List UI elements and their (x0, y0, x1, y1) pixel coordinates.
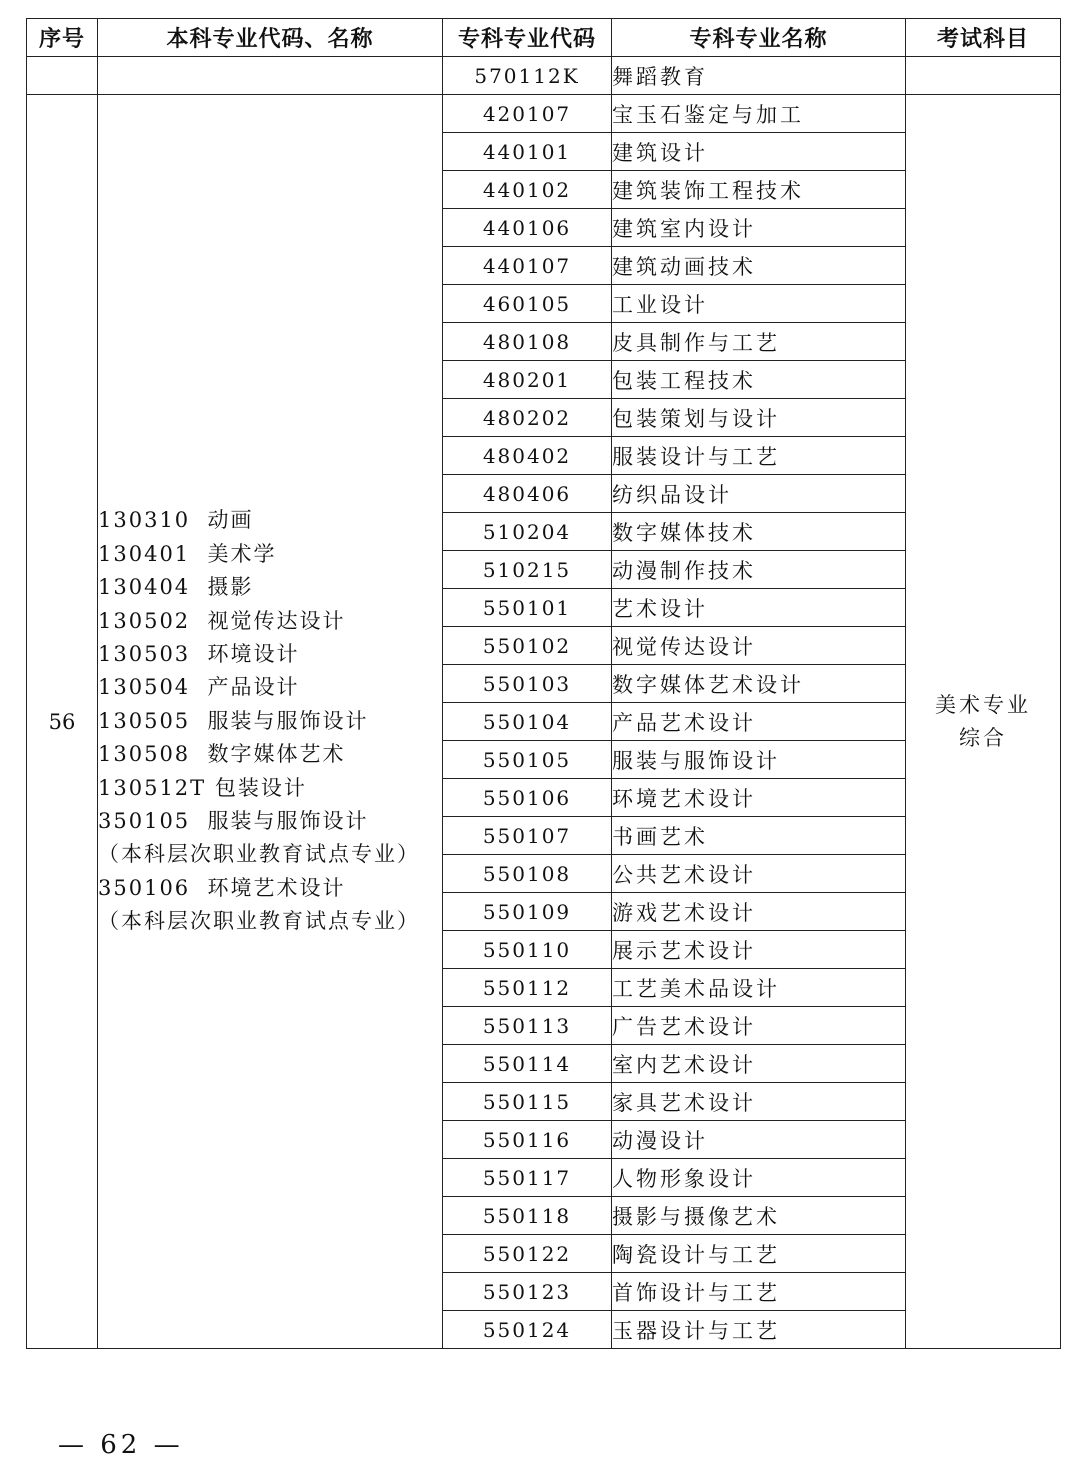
specialty-code: 420107 (443, 95, 612, 133)
specialty-code: 550107 (443, 817, 612, 855)
specialty-code: 510215 (443, 551, 612, 589)
specialty-name: 书画艺术 (612, 817, 906, 855)
table-row-continued (27, 57, 1061, 95)
specialty-name: 纺织品设计 (612, 475, 906, 513)
specialty-code: 480202 (443, 399, 612, 437)
continued-seq-cell (27, 57, 98, 95)
undergrad-major-line: 130508 数字媒体艺术 (98, 742, 346, 767)
header-seq: 序号 (27, 19, 98, 57)
header-row (27, 19, 1061, 57)
specialty-name: 数字媒体艺术设计 (612, 665, 906, 703)
specialty-code: 550105 (443, 741, 612, 779)
specialty-code: 550101 (443, 589, 612, 627)
undergrad-major-line: 350106 环境艺术设计 (98, 875, 346, 900)
specialty-code: 550106 (443, 779, 612, 817)
specialty-name: 建筑动画技术 (612, 247, 906, 285)
specialty-name: 广告艺术设计 (612, 1007, 906, 1045)
exam-subject-line: 综合 (959, 725, 1007, 750)
undergrad-major-line: 130502 视觉传达设计 (98, 608, 346, 633)
specialty-code: 570112K (443, 57, 612, 95)
specialty-name: 艺术设计 (612, 589, 906, 627)
specialty-name: 首饰设计与工艺 (612, 1273, 906, 1311)
header-specialty-code: 专科专业代码 (443, 19, 612, 57)
specialty-name: 服装设计与工艺 (612, 437, 906, 475)
group-seq: 56 (27, 95, 98, 1349)
specialty-code: 550114 (443, 1045, 612, 1083)
specialty-code: 550103 (443, 665, 612, 703)
specialty-code: 480402 (443, 437, 612, 475)
undergrad-major-line: （本科层次职业教育试点专业） (98, 909, 420, 934)
specialty-name: 动漫制作技术 (612, 551, 906, 589)
undergrad-major-line: 130505 服装与服饰设计 (98, 708, 369, 733)
specialty-name: 建筑装饰工程技术 (612, 171, 906, 209)
undergrad-major-line: 130512T 包装设计 (98, 775, 307, 800)
specialty-code: 440107 (443, 247, 612, 285)
undergrad-major-line: （本科层次职业教育试点专业） (98, 842, 420, 867)
header-specialty-name: 专科专业名称 (612, 19, 906, 57)
specialty-name: 包装工程技术 (612, 361, 906, 399)
page-number: — 62 — (58, 1430, 184, 1460)
specialty-name: 视觉传达设计 (612, 627, 906, 665)
specialty-code: 550116 (443, 1121, 612, 1159)
specialty-name: 动漫设计 (612, 1121, 906, 1159)
specialty-code: 550108 (443, 855, 612, 893)
specialty-code: 550115 (443, 1083, 612, 1121)
specialty-code: 550124 (443, 1311, 612, 1349)
continued-undergrad-cell (98, 57, 443, 95)
undergrad-majors-cell (98, 95, 443, 1349)
specialty-code: 550104 (443, 703, 612, 741)
specialty-code: 550102 (443, 627, 612, 665)
specialty-name: 陶瓷设计与工艺 (612, 1235, 906, 1273)
specialty-code: 550112 (443, 969, 612, 1007)
specialty-name: 建筑室内设计 (612, 209, 906, 247)
specialty-name: 摄影与摄像艺术 (612, 1197, 906, 1235)
specialty-code: 550123 (443, 1273, 612, 1311)
specialty-code: 480406 (443, 475, 612, 513)
undergrad-major-line: 130504 产品设计 (98, 675, 300, 700)
specialty-code: 440101 (443, 133, 612, 171)
specialty-name: 工业设计 (612, 285, 906, 323)
specialty-code: 510204 (443, 513, 612, 551)
specialty-name: 包装策划与设计 (612, 399, 906, 437)
table-row (27, 95, 1061, 133)
specialty-name: 皮具制作与工艺 (612, 323, 906, 361)
undergrad-major-line: 130401 美术学 (98, 541, 277, 566)
specialty-code: 550109 (443, 893, 612, 931)
specialty-code: 550118 (443, 1197, 612, 1235)
header-undergrad: 本科专业代码、名称 (98, 19, 443, 57)
specialty-name: 环境艺术设计 (612, 779, 906, 817)
specialty-name: 室内艺术设计 (612, 1045, 906, 1083)
specialty-code: 480108 (443, 323, 612, 361)
specialty-name: 舞蹈教育 (612, 57, 906, 95)
undergrad-major-line: 130503 环境设计 (98, 641, 300, 666)
specialty-name: 玉器设计与工艺 (612, 1311, 906, 1349)
header-subject: 考试科目 (906, 19, 1061, 57)
specialty-name: 服装与服饰设计 (612, 741, 906, 779)
exam-subject-line: 美术专业 (935, 692, 1031, 717)
specialty-name: 人物形象设计 (612, 1159, 906, 1197)
specialty-code: 440102 (443, 171, 612, 209)
specialty-name: 宝玉石鉴定与加工 (612, 95, 906, 133)
specialty-name: 游戏艺术设计 (612, 893, 906, 931)
specialty-name: 工艺美术品设计 (612, 969, 906, 1007)
exam-subject-cell (906, 95, 1061, 1349)
specialty-name: 产品艺术设计 (612, 703, 906, 741)
undergrad-major-line: 130404 摄影 (98, 575, 254, 600)
specialty-name: 家具艺术设计 (612, 1083, 906, 1121)
specialty-name: 数字媒体技术 (612, 513, 906, 551)
majors-table (26, 18, 1061, 1349)
undergrad-major-line: 350105 服装与服饰设计 (98, 809, 369, 834)
specialty-code: 460105 (443, 285, 612, 323)
specialty-name: 公共艺术设计 (612, 855, 906, 893)
undergrad-major-line: 130310 动画 (98, 508, 254, 533)
specialty-code: 480201 (443, 361, 612, 399)
specialty-code: 440106 (443, 209, 612, 247)
specialty-name: 建筑设计 (612, 133, 906, 171)
specialty-code: 550122 (443, 1235, 612, 1273)
specialty-code: 550117 (443, 1159, 612, 1197)
specialty-name: 展示艺术设计 (612, 931, 906, 969)
continued-subject-cell (906, 57, 1061, 95)
specialty-code: 550110 (443, 931, 612, 969)
specialty-code: 550113 (443, 1007, 612, 1045)
